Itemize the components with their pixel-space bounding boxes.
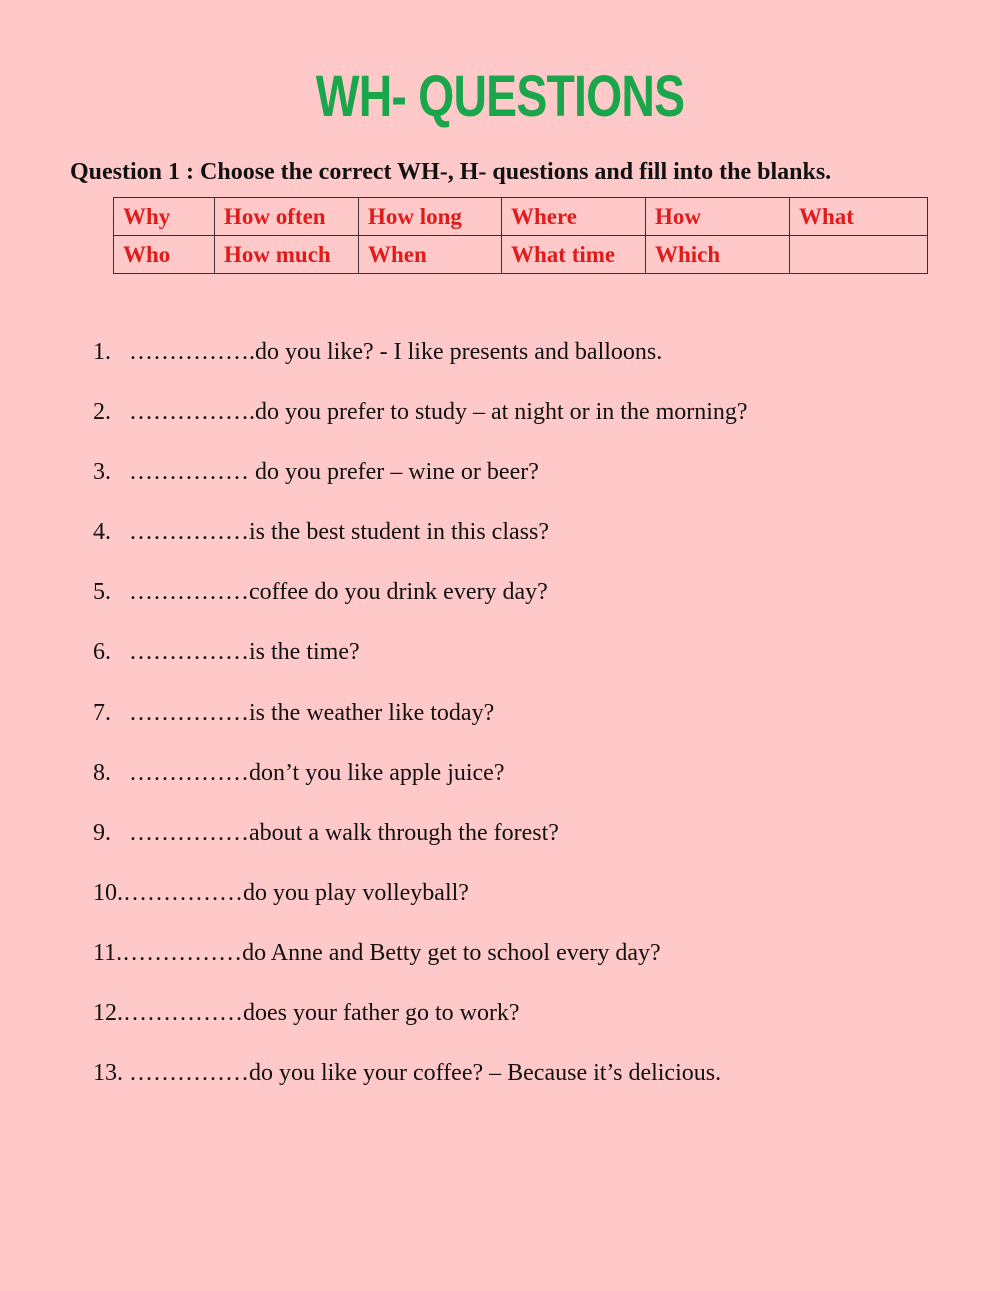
word-cell: Where	[502, 198, 646, 236]
word-cell: How much	[215, 236, 359, 274]
question-item	[93, 456, 748, 516]
question-number: 13.	[93, 1060, 123, 1087]
question-text: …………….do you like? - I like presents and balloons.	[129, 339, 663, 365]
question-number: 5.	[93, 579, 111, 606]
word-cell: Why	[114, 198, 215, 236]
word-cell: Which	[646, 236, 790, 274]
question-item	[93, 877, 748, 937]
question-instruction: Question 1 : Choose the correct WH-, H- questions and fill into the blanks.	[70, 159, 832, 185]
question-number: 3.	[93, 459, 111, 486]
word-cell: Who	[114, 236, 215, 274]
question-text: ……………is the time?	[129, 639, 360, 666]
question-text: …………… do you prefer – wine or beer?	[129, 459, 539, 486]
question-number: 7.	[93, 699, 111, 726]
word-cell: What	[790, 198, 928, 236]
question-list	[93, 336, 748, 1117]
word-cell: What time	[502, 236, 646, 274]
question-text: ……………about a walk through the forest?	[129, 819, 559, 846]
word-cell-empty	[790, 236, 928, 274]
word-box-table	[113, 197, 928, 274]
word-box-row	[114, 236, 928, 274]
question-number: 2.	[93, 399, 111, 426]
word-cell: When	[359, 236, 502, 274]
question-number: 1.	[93, 339, 111, 365]
question-number: 12.	[93, 1000, 123, 1027]
worksheet-title: WH- QUESTIONS	[315, 64, 685, 129]
question-text: ……………is the best student in this class?	[129, 519, 549, 546]
question-item	[93, 336, 748, 396]
question-number: 10.	[93, 879, 123, 906]
word-box-row	[114, 198, 928, 236]
question-item	[93, 516, 748, 576]
question-item	[93, 757, 748, 817]
word-cell: How	[646, 198, 790, 236]
question-text: ……………do Anne and Betty get to school every day?	[122, 939, 661, 966]
question-item	[93, 636, 748, 696]
question-text: ……………don’t you like apple juice?	[129, 759, 505, 786]
question-item	[93, 937, 748, 997]
question-text: …………….do you prefer to study – at night or in the morning?	[129, 399, 748, 426]
question-item	[93, 697, 748, 757]
word-cell: How long	[359, 198, 502, 236]
question-item	[93, 396, 748, 456]
question-item	[93, 1057, 748, 1117]
question-text: ……………coffee do you drink every day?	[129, 579, 548, 606]
question-number: 4.	[93, 519, 111, 546]
question-item	[93, 817, 748, 877]
question-number: 11.	[93, 939, 123, 966]
question-number: 6.	[93, 639, 111, 666]
question-item	[93, 997, 748, 1057]
question-number: 9.	[93, 819, 111, 846]
question-text: ……………do you like your coffee? – Because it’s delicious.	[123, 1060, 722, 1087]
question-number: 8.	[93, 759, 111, 786]
question-text: ……………do you play volleyball?	[123, 879, 469, 906]
word-cell: How often	[215, 198, 359, 236]
question-text: ……………is the weather like today?	[129, 699, 495, 726]
question-text: ……………does your father go to work?	[123, 1000, 520, 1027]
question-item	[93, 576, 748, 636]
